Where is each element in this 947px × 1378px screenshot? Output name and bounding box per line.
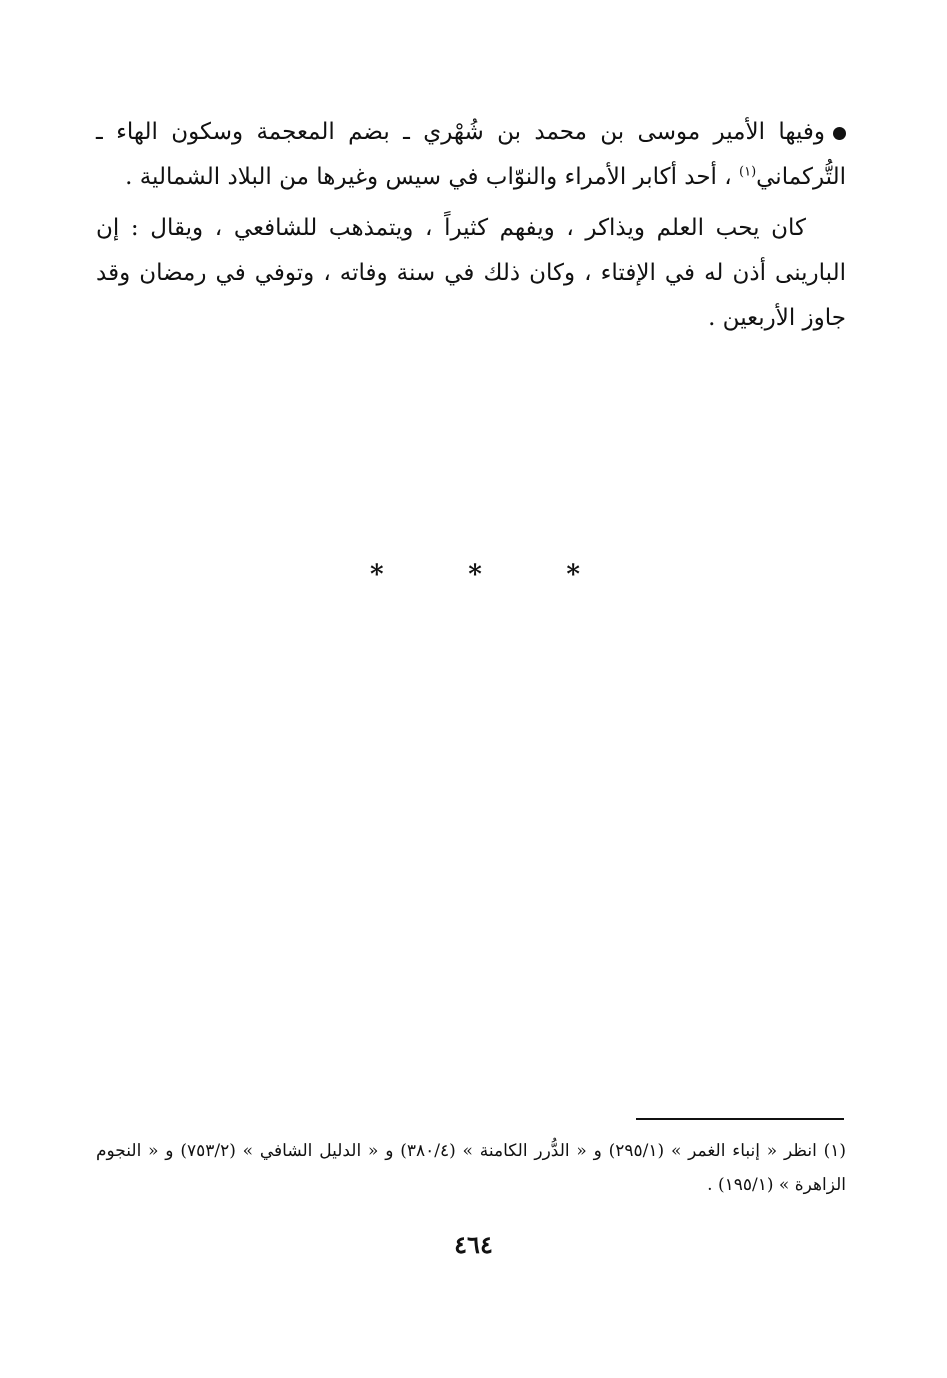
paragraph-musa-ibn-shuhri [96, 110, 846, 200]
footnote-text: (١) انظر « إنباء الغمر » (٢٩٥/١) و « الدُّرر الكامنة » (٣٨٠/٤) و « الدليل الشافي » (٧٥٣/٢) و « النجوم الزاهرة » (١٩٥/١) . [96, 1141, 846, 1195]
separator-star-icon: * [370, 560, 384, 590]
paragraph-1-text-start: وفيها الأمير موسى بن محمد بن شُهْري ـ بضم المعجمة وسكون الهاء ـ التُّركماني [96, 119, 846, 190]
separator-star-icon: * [566, 560, 580, 590]
bullet-icon [833, 127, 846, 140]
footnote-reference[interactable]: (١) [739, 164, 757, 180]
footnote-divider [636, 1118, 844, 1120]
paragraph-1-text-end: ، أحد أكابر الأمراء والنوّاب في سيس وغيرها من البلاد الشمالية . [125, 164, 739, 190]
separator-star-icon: * [468, 560, 482, 590]
paragraph-biography: كان يحب العلم ويذاكر ، ويفهم كثيراً ، ويتمذهب للشافعي ، ويقال : إن البارينى أذن له في الإفتاء ، وكان ذلك في سنة وفاته ، وتوفي في رمضان وقد جاوز الأربعين . [96, 215, 846, 331]
section-separator [340, 560, 610, 590]
page-number: ٤٦٤ [454, 1230, 493, 1259]
